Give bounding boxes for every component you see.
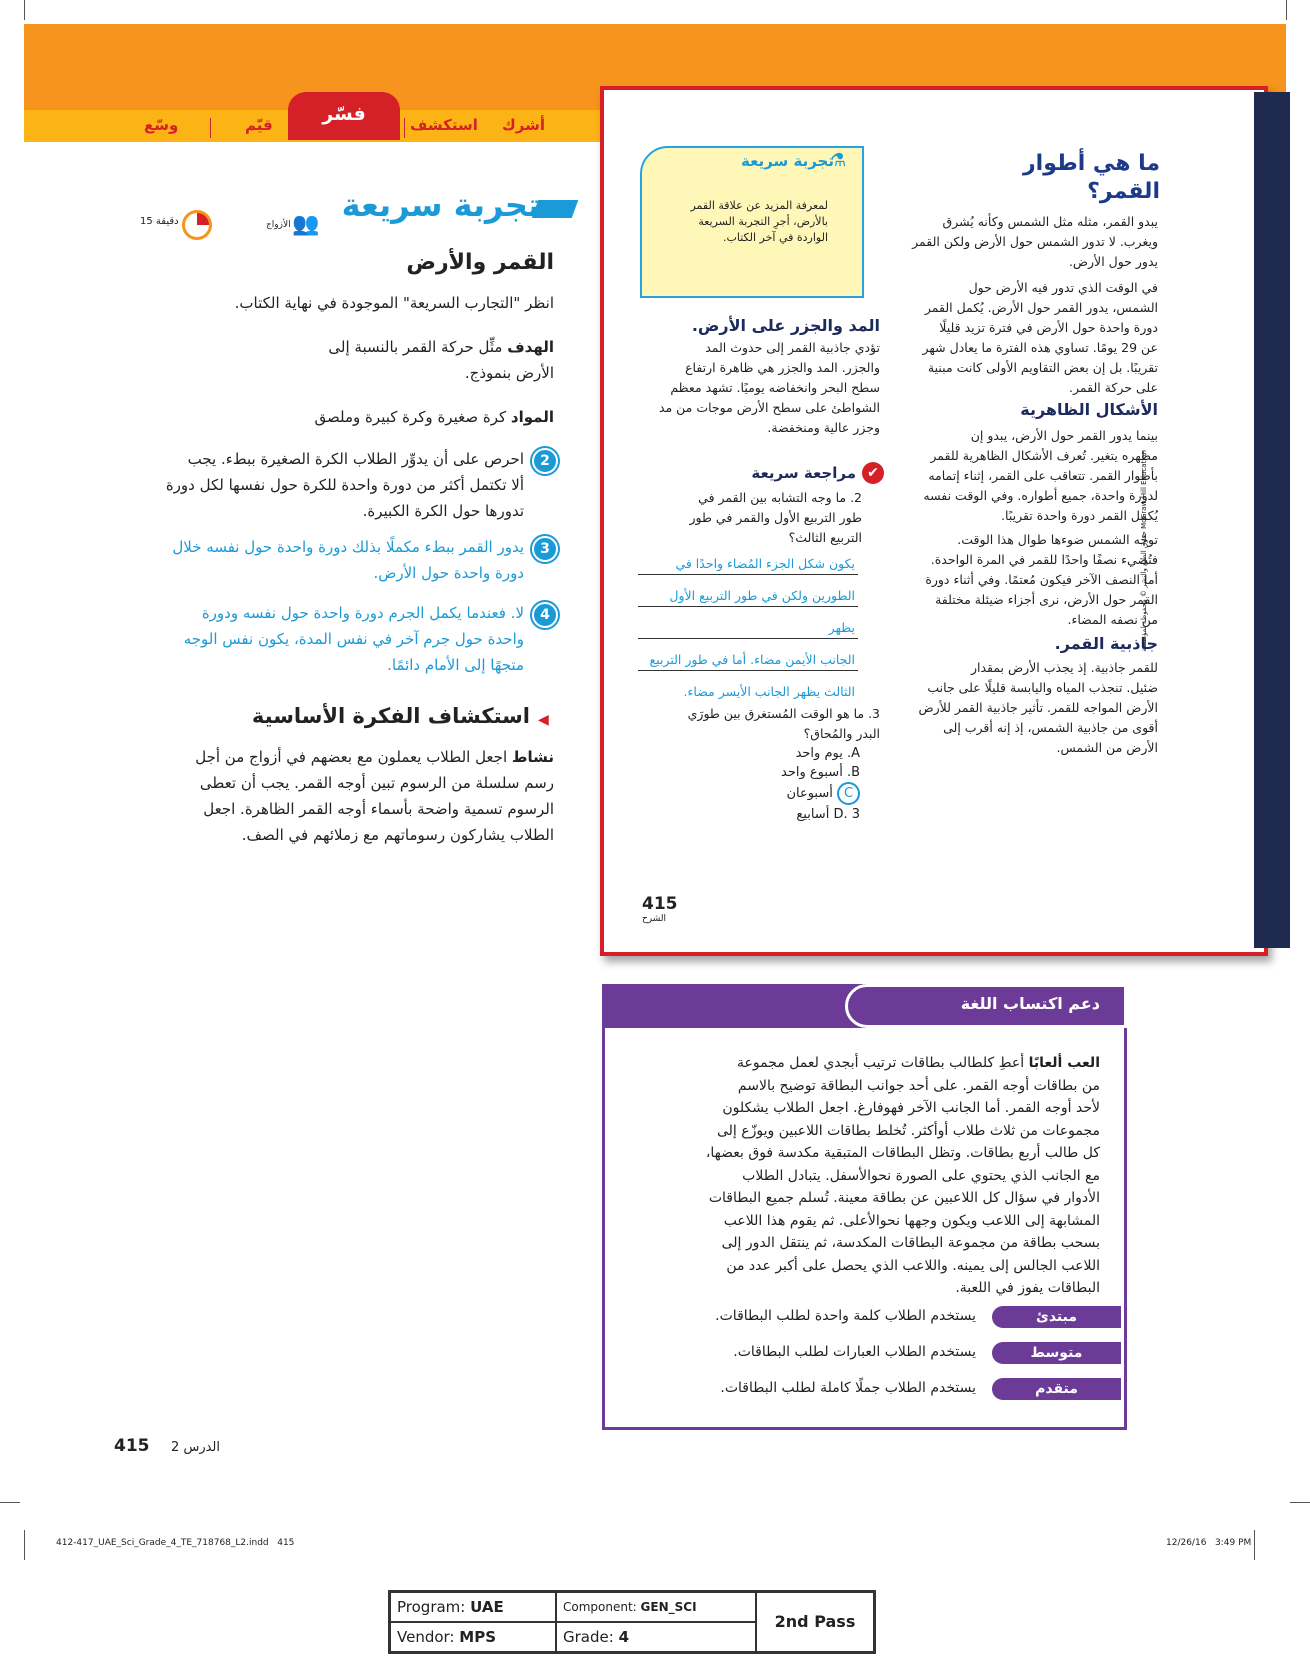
- text-line: للقمر جاذبية. إذ يجذب الأرض بمقدار: [970, 660, 1158, 675]
- text-line: بالأرض، أجرِ التجربة السريعة: [698, 215, 828, 228]
- pass-cell: 2nd Pass: [756, 1592, 874, 1652]
- answer-line: الثالث يظهر الجانب الأيسر مضاء.: [683, 684, 855, 699]
- activity-label: نشاط: [511, 748, 554, 766]
- text-line: بسحب بطاقة من مجموعة البطاقات المكدسة، ثم ينتقل الدور إلى: [721, 1235, 1100, 1251]
- game-instructions: [630, 1052, 1100, 1300]
- game-label: العب ألعابًا: [1028, 1055, 1100, 1071]
- text-line: البطاقات يفوز في اللعبة.: [955, 1280, 1100, 1296]
- text-line: الشمس، يدور القمر حول الأرض. يُكمل القمر: [924, 300, 1158, 315]
- option-c[interactable]: [740, 782, 860, 805]
- heading-phases: الأشكال الظاهرية: [1020, 400, 1158, 419]
- text-line: من نصفه المضاء.: [1067, 612, 1158, 627]
- step-number: 2: [532, 448, 558, 474]
- question-3-options: [740, 744, 860, 824]
- cell-label: Program:: [397, 1598, 466, 1616]
- activity-subtitle: القمر والأرض: [406, 250, 554, 275]
- crop-mark: [0, 1502, 20, 1503]
- step-3: [110, 534, 524, 586]
- program-cell: [390, 1592, 556, 1622]
- text-line: كل طالب أربع بطاقات. وتظل البطاقات المتبقية مكدسة فوق بعضها،: [705, 1145, 1100, 1161]
- text-line: واحدة حول جرم آخر في نفس المدة، يكون نفس الوجه: [183, 630, 524, 648]
- tab-divider: [210, 118, 211, 138]
- pairs-label: الأزواج: [266, 220, 291, 230]
- heading-gravity: جاذبية القمر.: [1054, 634, 1158, 653]
- text-line: سطح البحر وانخفاضه يوميًا. تشهد معظم: [670, 380, 880, 395]
- copyright-notice: McGraw-Hill Education حقوق الطبع والنشر © محفوظة لمؤسسة: [1140, 450, 1148, 652]
- language-title: دعم اكتساب اللغة: [960, 994, 1100, 1013]
- pairs-icon: 👥: [292, 212, 320, 237]
- timer-icon: [182, 210, 212, 240]
- text-line: يدور القمر ببطء مكملًا بذلك دورة واحدة حول نفسه خلال: [172, 538, 524, 556]
- text-line: أما النصف الآخر فيكون مُعتمًا. وفي أثناء دورة: [925, 572, 1158, 587]
- text-line: تقريبًا. بل إن بعض التقاويم الأولى كانت مبنية: [927, 360, 1158, 375]
- step-number: 3: [532, 536, 558, 562]
- answer-rule: [638, 638, 858, 639]
- text-line: لدورة واحدة، جميع أطواره. وفي الوقت نفسه: [923, 488, 1158, 503]
- text-line: يبدو القمر، مثله مثل الشمس وكأنه يُشرق: [942, 214, 1158, 229]
- text-line: في الوقت الذي تدور فيه الأرض حول: [968, 280, 1158, 295]
- tab-explain[interactable]: فسّر: [288, 92, 400, 140]
- answer-line: يكون شكل الجزء المُضاء واحدًا في: [675, 556, 855, 571]
- text-line: يُكمل القمر دورة واحدة تقريبًا.: [1001, 508, 1158, 523]
- text-line: مع الجانب الذي يحتوي على الصورة نحوالأسفل. يتبادل الطلاب: [742, 1167, 1100, 1184]
- text-line: البدر والمُحاق؟: [803, 726, 880, 741]
- duration-label: 15 دقيقة: [140, 216, 179, 227]
- text-line: تؤدي جاذبية القمر إلى حدوث المد: [705, 340, 880, 355]
- materials-label: المواد: [510, 408, 554, 426]
- level-intermediate-badge: متوسط: [992, 1342, 1121, 1364]
- text-line: المشابهة إلى اللاعب ويكون وجهها نحوالأعلى. ثم يقوم هذا اللاعب: [723, 1212, 1100, 1229]
- heading-tides: المد والجزر على الأرض.: [691, 316, 880, 335]
- text-line: 3. ما هو الوقت المُستغرق بين طورَي: [687, 706, 880, 721]
- step-2: [110, 446, 524, 524]
- question-3: [660, 704, 880, 744]
- step-number: 4: [532, 602, 558, 628]
- proof-info-table: [388, 1590, 876, 1654]
- intro-text: انظر "التجارب السريعة" الموجودة في نهاية الكتاب.: [234, 294, 554, 312]
- paragraph-orbit: [880, 278, 1158, 398]
- question-2: [650, 488, 862, 548]
- quick-test-title: تجربة سريعة: [341, 186, 540, 224]
- text-line: التربيع الثالث؟: [788, 530, 862, 545]
- cell-label: Component:: [563, 1600, 637, 1614]
- cell-value: UAE: [470, 1598, 504, 1616]
- vendor-cell: [390, 1622, 556, 1652]
- step-4: [110, 600, 524, 678]
- text-line: فتُضيء نصفًا واحدًا للقمر في المرة الواحدة.: [930, 552, 1158, 567]
- text-line: وجزر عالية ومنخفضة.: [767, 420, 880, 435]
- callout-text: [660, 198, 828, 246]
- answer-line: الجانب الأيمن مضاء. أما في طور التربيع: [649, 652, 855, 667]
- teacher-page-number: 415: [114, 1436, 150, 1456]
- answer-line: الطورين ولكن في طور التربيع الأول يظهر: [669, 588, 855, 635]
- text-line: بأطوار القمر. تتعاقب على القمر، إثناء إتمامه: [928, 468, 1158, 483]
- text-line: الواردة في آخر الكتاب.: [723, 231, 828, 244]
- text-line: بينما يدور القمر حول الأرض، يبدو إن: [970, 428, 1158, 443]
- component-cell: [556, 1592, 756, 1622]
- text-line: مجموعات من ثلاث طلاب أوأكثر. تُخلط بطاقات اللاعبين ويوزّع إلى: [716, 1122, 1100, 1139]
- student-page-label: الشرح: [642, 914, 667, 924]
- text-line: لمعرفة المزيد عن علاقة القمر: [690, 199, 828, 212]
- text-line: دورة واحدة حول الأرض في فترة تزيد قليلًا: [939, 320, 1158, 335]
- explore-title: استكشاف الفكرة الأساسية: [251, 704, 530, 728]
- heading-line: ما هي أطوار: [1023, 151, 1160, 176]
- answer-rule: [638, 670, 858, 671]
- text-line: ضئيل. تنجذب المياه واليابسة قليلًا على جانب: [927, 680, 1158, 695]
- arrow-left-icon: ◀: [538, 712, 549, 728]
- answer-2: [640, 548, 855, 708]
- text-line: لا. فعندما يكمل الجرم دورة واحدة حول نفسه ودورة: [201, 604, 524, 622]
- review-title: مراجعة سريعة: [751, 464, 856, 482]
- text-line: أقوى من جاذبية الشمس، إذ إنه أقرب إلى: [943, 720, 1158, 735]
- paragraph-phases: [880, 426, 1158, 526]
- level-intermediate-text: يستخدم الطلاب العبارات لطلب البطاقات.: [733, 1344, 976, 1360]
- crop-mark: [24, 0, 25, 20]
- goal-label: الهدف: [507, 338, 554, 356]
- text-line: أعطِ كلطالب بطاقات ترتيب أبجدي لعمل مجموعة: [737, 1055, 1025, 1071]
- crop-mark: [1254, 1530, 1255, 1560]
- file-slug: 412-417_UAE_Sci_Grade_4_TE_718768_L2.indd 415: [56, 1538, 295, 1548]
- student-page-number: 415: [642, 894, 678, 914]
- tab-explore[interactable]: استكشف: [410, 116, 478, 134]
- level-advanced-text: يستخدم الطلاب جملًا كاملة لطلب البطاقات.: [720, 1380, 976, 1396]
- option-a[interactable]: A. يوم واحد: [795, 746, 860, 761]
- page-edge-strip: [1254, 92, 1290, 948]
- text-line: رسم سلسلة من الرسوم تبين أوجه القمر. يجب أن تعطى: [199, 774, 554, 792]
- activity-block: [140, 744, 554, 848]
- beaker-icon: ⚗: [830, 150, 847, 171]
- check-icon: ✔: [862, 462, 884, 484]
- paragraph-light: [880, 530, 1158, 630]
- tab-extend[interactable]: وسّع: [144, 116, 179, 134]
- text-line: تدورها حول الكرة الكبيرة.: [362, 502, 524, 520]
- crop-mark: [1286, 0, 1287, 20]
- crop-mark: [1290, 1502, 1310, 1503]
- goal-block: [280, 334, 554, 386]
- goal-text: الأرض بنموذج.: [464, 364, 554, 382]
- text-line: لأحد أوجه القمر. أما الجانب الآخر فهوفارغ. اجعل الطلاب يشكلون: [722, 1100, 1100, 1116]
- text-line: ألا تكتمل أكثر من دورة واحدة للكرة حول نفسها لكل دورة: [165, 476, 524, 494]
- materials-text: كرة صغيرة وكرة كبيرة وملصق: [314, 408, 507, 426]
- print-date: 12/26/16 3:49 PM: [1166, 1538, 1252, 1548]
- text-line: القمر حول الأرض، نرى أجزاء ضيئلة مختلفة: [935, 592, 1158, 607]
- grade-cell: [556, 1622, 756, 1652]
- text-line: والجزر. المد والجزر هي ظاهرة ارتفاع: [685, 360, 880, 375]
- tab-divider: [404, 118, 405, 138]
- paragraph-tides: [640, 338, 880, 438]
- text-line: الشواطئ على سطح الأرض موجات من مد: [658, 400, 880, 415]
- lesson-label: الدرس 2: [171, 1440, 220, 1455]
- text-line: الأرض المواجه للقمر. تأثير جاذبية القمر للأرض: [918, 700, 1158, 715]
- tab-engage[interactable]: أشرك: [502, 116, 545, 134]
- text-line: عن 29 يومًا. تساوي هذه الفترة ما يعادل شهر: [922, 340, 1158, 355]
- text-line: من بطاقات أوجه القمر. على أحد جوانب البطاقة توضيح بالاسم: [737, 1077, 1100, 1094]
- text-line: الطلاب يشاركون رسوماتهم مع زملائهم في الصف.: [241, 826, 554, 844]
- text-line: متجهًا إلى الأمام دائمًا.: [387, 656, 524, 674]
- option-b[interactable]: B. أسبوع واحد: [781, 765, 860, 780]
- paragraph-gravity: [880, 658, 1158, 758]
- tab-evaluate[interactable]: قيّم: [245, 116, 273, 134]
- cell-value: MPS: [459, 1628, 497, 1646]
- text-line: ويغرب. لا تدور الشمس حول الأرض ولكن القمر: [912, 234, 1158, 249]
- level-beginner-badge: مبتدئ: [992, 1306, 1121, 1328]
- cell-value: GEN_SCI: [640, 1600, 697, 1614]
- text-line: اللاعب الجالس إلى يمينه. واللاعب الذي يحصل على أكبر عدد من: [726, 1257, 1100, 1274]
- answer-rule: [638, 606, 858, 607]
- text-line: يدور حول الأرض.: [1068, 254, 1158, 269]
- cell-label: Grade:: [563, 1628, 614, 1646]
- paragraph-intro: [880, 212, 1158, 272]
- goal-text: مثِّل حركة القمر بالنسبة إلى: [328, 338, 503, 356]
- text-line: 2. ما وجه التشابه بين القمر في: [698, 490, 862, 505]
- callout-title: تجربة سريعة: [740, 152, 834, 170]
- text-line: مظهره يتغير. تُعرف الأشكال الظاهرية للقمر: [930, 448, 1158, 463]
- answer-rule: [638, 574, 858, 575]
- option-c-label: أسبوعان: [786, 786, 833, 801]
- cell-value: 4: [618, 1628, 630, 1646]
- selected-answer-circle: C: [837, 782, 860, 805]
- text-line: الأرض من الشمس.: [1056, 740, 1158, 755]
- crop-mark: [24, 1530, 25, 1560]
- text-line: الرسوم تسمية واضحة بأسماء أوجه القمر الظاهرة. اجعل: [203, 800, 554, 818]
- text-line: على حركة القمر.: [1069, 380, 1158, 395]
- heading-line: القمر؟: [1087, 179, 1160, 204]
- level-advanced-badge: متقدم: [992, 1378, 1121, 1400]
- text-line: احرص على أن يدوِّر الطلاب الكرة الصغيرة ببطء. يجب: [187, 450, 524, 468]
- option-d[interactable]: D. 3 أسابيع: [796, 807, 860, 822]
- text-line: اجعل الطلاب يعملون مع بعضهم في أزواج من أجل: [195, 748, 508, 766]
- lesson-heading: [1000, 150, 1160, 206]
- level-beginner-text: يستخدم الطلاب كلمة واحدة لطلب البطاقات.: [715, 1308, 976, 1324]
- text-line: توجّه الشمس ضوءها طوال هذا الوقت.: [957, 532, 1158, 547]
- cell-label: Vendor:: [397, 1628, 455, 1646]
- materials-block: [250, 404, 554, 430]
- text-line: دورة واحدة حول الأرض.: [373, 564, 524, 582]
- text-line: الأدوار في سؤال كل اللاعبين عن بطاقة معينة. تُسلم جميع البطاقات: [708, 1190, 1100, 1206]
- text-line: طور التربيع الأول والقمر في طور: [689, 510, 862, 525]
